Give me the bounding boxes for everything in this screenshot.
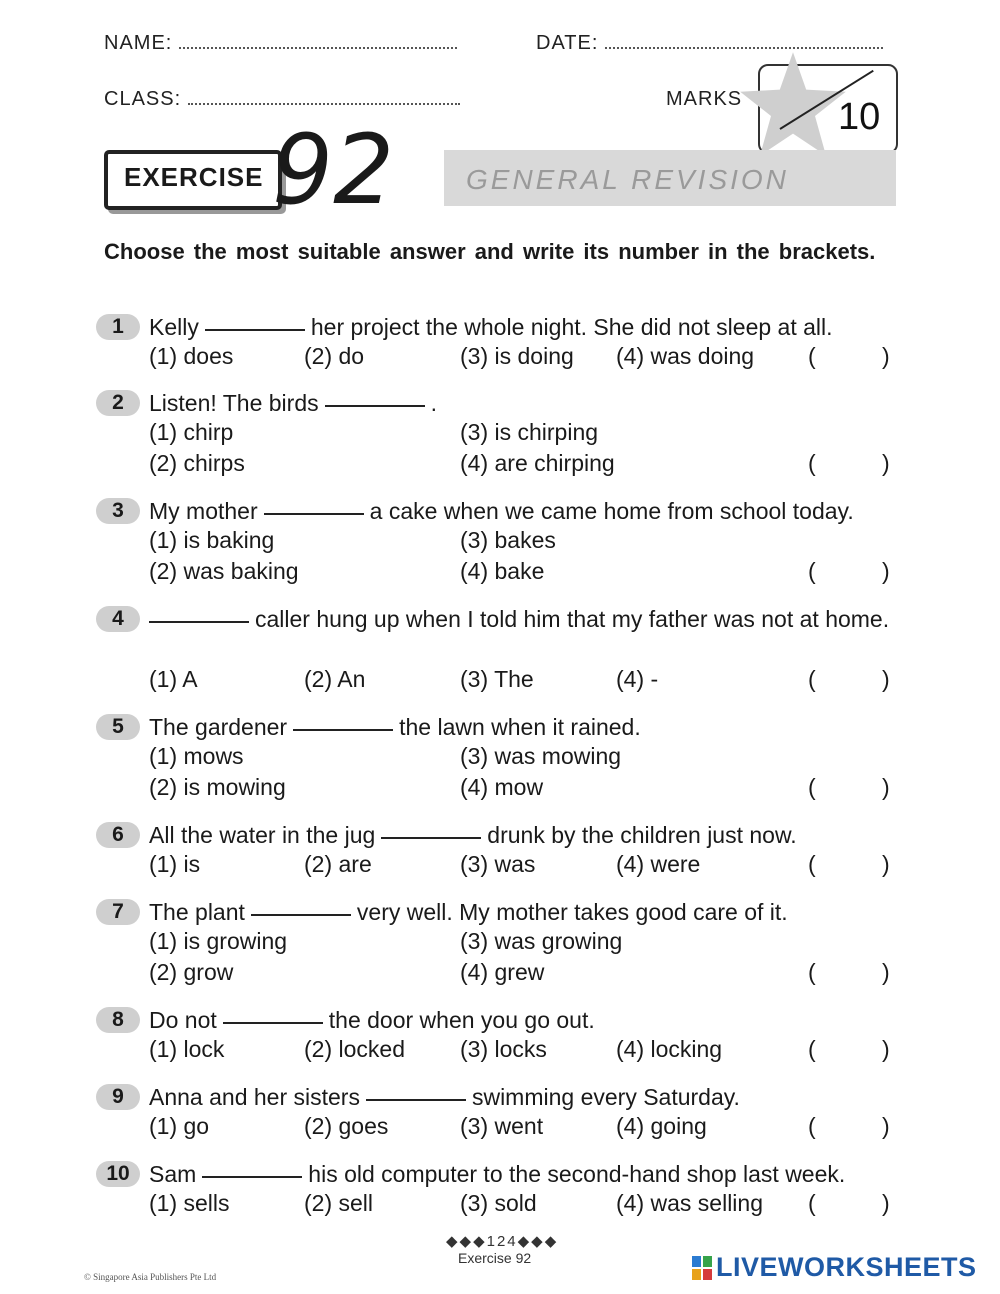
exercise-title: GENERAL REVISION (466, 164, 789, 195)
option: (2) was baking (149, 558, 299, 584)
option: (1) does (149, 343, 234, 369)
exercise-reference: Exercise 92 (458, 1250, 532, 1266)
answer-bracket-open[interactable]: ( (808, 851, 816, 877)
answer-bracket-close[interactable]: ) (882, 558, 890, 584)
exercise-label: EXERCISE (124, 162, 264, 192)
option: (3) sold (460, 1190, 537, 1216)
option: (2) grow (149, 959, 234, 985)
answer-bracket-open[interactable]: ( (808, 774, 816, 800)
option: (2) goes (304, 1113, 389, 1139)
option: (4) going (616, 1113, 707, 1139)
option: (4) grew (460, 959, 545, 985)
option: (1) go (149, 1113, 210, 1139)
diamond-icon: ◆◆◆ (517, 1233, 559, 1250)
option: (4) were (616, 851, 701, 877)
answer-blank[interactable] (366, 1097, 466, 1101)
answer-blank[interactable] (293, 727, 393, 731)
option: (3) was growing (460, 928, 623, 954)
answer-bracket-close[interactable]: ) (882, 774, 890, 800)
option: (4) bake (460, 558, 545, 584)
answer-bracket-open[interactable]: ( (808, 666, 816, 692)
question-stem: Anna and her sisters swimming every Saturday. (149, 1084, 740, 1110)
question-stem: The plant very well. My mother takes good care of it. (149, 899, 788, 925)
option: (2) is mowing (149, 774, 286, 800)
answer-bracket-close[interactable]: ) (882, 1113, 890, 1139)
question-number: 9 (96, 1084, 140, 1110)
answer-bracket-open[interactable]: ( (808, 1190, 816, 1216)
question-number: 5 (96, 714, 140, 740)
question-number: 1 (96, 314, 140, 340)
answer-blank[interactable] (381, 835, 481, 839)
answer-bracket-close[interactable]: ) (882, 851, 890, 877)
option: (4) - (616, 666, 659, 692)
answer-blank[interactable] (251, 912, 351, 916)
answer-bracket-close[interactable]: ) (882, 343, 890, 369)
answer-blank[interactable] (202, 1174, 302, 1178)
answer-bracket-open[interactable]: ( (808, 558, 816, 584)
option: (1) lock (149, 1036, 225, 1062)
question-stem: My mother a cake when we came home from school today. (149, 498, 854, 524)
class-field (104, 88, 460, 111)
question-number: 4 (96, 606, 140, 632)
answer-bracket-open[interactable]: ( (808, 1036, 816, 1062)
name-field (104, 32, 457, 55)
option: (3) was (460, 851, 536, 877)
name-dotted-line[interactable] (179, 33, 457, 49)
option: (2) An (304, 666, 366, 692)
class-label: CLASS: (104, 88, 182, 110)
option: (4) mow (460, 774, 544, 800)
star-icon (738, 50, 848, 160)
question-stem: Listen! The birds . (149, 390, 438, 416)
option: (2) do (304, 343, 365, 369)
liveworksheets-logo-icon (692, 1256, 712, 1280)
diamond-icon: ◆◆◆ (446, 1233, 487, 1250)
question-stem: All the water in the jug drunk by the children just now. (149, 822, 797, 848)
option: (2) chirps (149, 450, 245, 476)
answer-bracket-open[interactable]: ( (808, 343, 816, 369)
question-number: 2 (96, 390, 140, 416)
question-number: 3 (96, 498, 140, 524)
liveworksheets-logo[interactable]: LIVEWORKSHEETS (716, 1252, 977, 1282)
answer-blank[interactable] (264, 511, 364, 515)
option: (1) sells (149, 1190, 230, 1216)
option: (2) are (304, 851, 372, 877)
option: (3) The (460, 666, 534, 692)
answer-blank[interactable] (149, 619, 249, 623)
date-label: DATE: (536, 32, 599, 54)
question-stem: caller hung up when I told him that my father was not at home. (149, 604, 897, 635)
option: (4) locking (616, 1036, 723, 1062)
question-number: 8 (96, 1007, 140, 1033)
option: (4) are chirping (460, 450, 615, 476)
option: (4) was selling (616, 1190, 763, 1216)
question-number: 10 (96, 1161, 140, 1187)
option: (2) locked (304, 1036, 405, 1062)
option: (1) mows (149, 743, 244, 769)
answer-bracket-close[interactable]: ) (882, 959, 890, 985)
option: (3) locks (460, 1036, 547, 1062)
answer-blank[interactable] (325, 403, 425, 407)
option: (1) is (149, 851, 201, 877)
option: (3) is doing (460, 343, 574, 369)
answer-bracket-close[interactable]: ) (882, 1036, 890, 1062)
question-stem: Sam his old computer to the second-hand shop last week. (149, 1161, 846, 1187)
class-dotted-line[interactable] (188, 89, 460, 105)
date-dotted-line[interactable] (605, 33, 883, 49)
question-number: 7 (96, 899, 140, 925)
answer-blank[interactable] (205, 327, 305, 331)
marks-total: 10 (838, 96, 881, 138)
marks-label: MARKS (666, 88, 743, 110)
question-number: 6 (96, 822, 140, 848)
copyright: © Singapore Asia Publishers Pte Ltd (84, 1272, 217, 1282)
option: (3) is chirping (460, 419, 599, 445)
option: (4) was doing (616, 343, 755, 369)
answer-bracket-close[interactable]: ) (882, 1190, 890, 1216)
answer-blank[interactable] (223, 1020, 323, 1024)
option: (1) A (149, 666, 198, 692)
option: (2) sell (304, 1190, 374, 1216)
option: (1) is growing (149, 928, 288, 954)
instruction: Choose the most suitable answer and write its number in the brackets. (104, 239, 876, 264)
option: (3) went (460, 1113, 544, 1139)
answer-bracket-open[interactable]: ( (808, 959, 816, 985)
answer-bracket-close[interactable]: ) (882, 450, 890, 476)
question-stem: The gardener the lawn when it rained. (149, 714, 641, 740)
question-stem: Kelly her project the whole night. She did not sleep at all. (149, 314, 833, 340)
page-number: ◆◆◆124◆◆◆ (446, 1233, 559, 1250)
option: (3) bakes (460, 527, 556, 553)
answer-bracket-close[interactable]: ) (882, 666, 890, 692)
answer-bracket-open[interactable]: ( (808, 1113, 816, 1139)
option: (1) is baking (149, 527, 275, 553)
question-stem: Do not the door when you go out. (149, 1007, 595, 1033)
answer-bracket-open[interactable]: ( (808, 450, 816, 476)
option: (1) chirp (149, 419, 234, 445)
option: (3) was mowing (460, 743, 622, 769)
name-label: NAME: (104, 32, 173, 54)
exercise-number: 92 (272, 114, 395, 226)
